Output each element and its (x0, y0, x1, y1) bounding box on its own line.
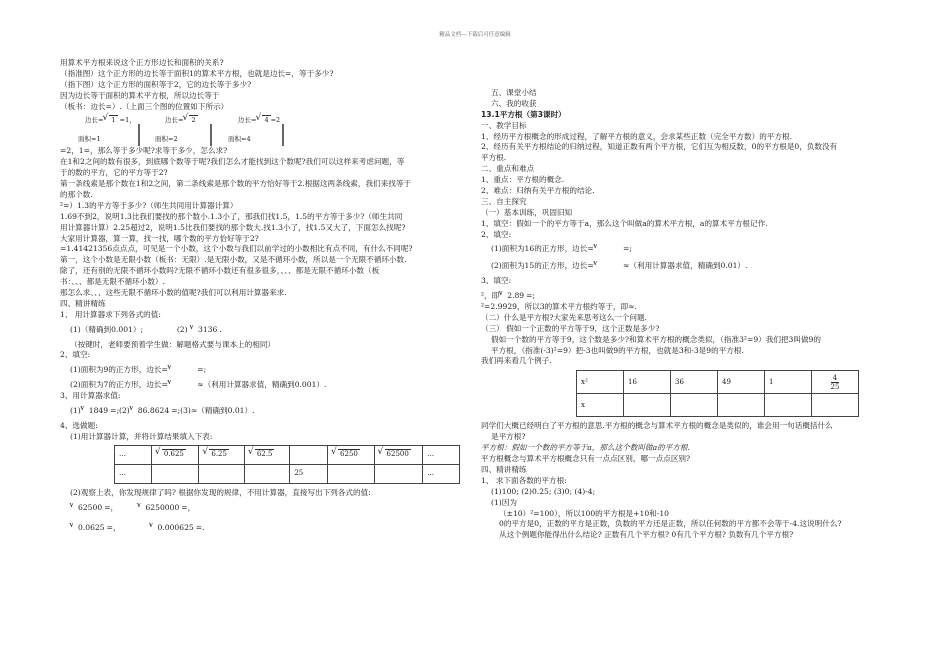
table-cell (624, 394, 671, 417)
question-item (60, 523, 460, 537)
table-cell (374, 445, 423, 464)
text-line: （板书：边长=）.（上面三个图的位置如下所示） (60, 101, 229, 111)
question-title: 3、填空: (481, 276, 512, 286)
sqrt-table (114, 445, 460, 484)
table-cell (244, 445, 289, 464)
fraction-numerator: 4 (831, 374, 840, 383)
text-line: 三、自主探究 (481, 196, 527, 206)
sqrt-value: √ 3136 (196, 325, 219, 334)
text-line: 平方根. (481, 153, 507, 163)
text-line: 大家用计算器，算一算，找一找，哪个数的平方恰好等于2? (60, 233, 259, 243)
text-line: （一）基本训练，巩固旧知 (481, 207, 573, 217)
text-line: =2，1=，那么等于多少呢?求等于多少，怎么求? (60, 146, 228, 156)
question-title: 1、 求下面各数的平方根: (481, 475, 567, 485)
text-line: 同学们大概已经明白了平方根的意思.平方根的概念与算术平方根的概念是类似的，谁会用一句话概括什么 (481, 421, 833, 431)
text-line: 除了，还有别的无限不循环小数吗?无限不循环小数还有很多很多，、、、都是无限不循环小数（板 (60, 266, 380, 276)
question-item: (2)观察上表，你发现规律了吗? 根据你发现的规律，不用计算器，直接写出下列各式的值: (70, 487, 371, 497)
sqrt-value: √ 6.25 (209, 449, 229, 458)
table-cell (671, 394, 718, 417)
square-outline (210, 124, 212, 146)
text-line: （±10）²=100），所以100的平方根是+10和-10 (499, 508, 669, 518)
question-item (60, 325, 460, 336)
text-line: 2、填空: (481, 229, 512, 239)
item-text: =;(2) (110, 406, 130, 416)
right-column (481, 88, 891, 541)
table-cell: 36 (671, 371, 718, 394)
table-cell (718, 394, 765, 417)
table-row (115, 464, 460, 483)
figure-label: =1， (119, 116, 136, 125)
item-text: (2)面积为7的正方形，边长= (70, 380, 168, 390)
text-line: 用计算器计算）2.25超过2，说明1.5比我们要找的那个数大.找1.3小了，找1.5又大了，下面怎么找呢? (60, 222, 406, 232)
sqrt-blank (600, 261, 609, 270)
text-line: 从这个例题你能得出什么结论? 正数有几个平方根? 0有几个平方根? 负数有几个平方根? (499, 530, 794, 540)
fraction (831, 374, 840, 391)
table-cell (812, 371, 859, 394)
text-line: 平方根概念与算术平方根概念只有一点点区别，哪一点点区别? (481, 454, 691, 464)
table-row (115, 445, 460, 464)
item-text: (1)（精确到0.001）; (70, 324, 144, 334)
item-text: =， (106, 522, 121, 532)
text-line: 二、重点和难点 (481, 164, 535, 174)
fraction-denominator: 25 (830, 382, 840, 391)
item-text: (2) (176, 324, 188, 334)
table-cell: … (115, 464, 152, 483)
question-item (60, 406, 460, 417)
area-label: 面积=2 (155, 135, 178, 144)
table-cell (328, 464, 375, 483)
sqrt-blank (174, 365, 183, 374)
text-line: 因为边长等于面积的算术平方根，所以边长等于 (60, 90, 220, 100)
table-cell: 1 (765, 371, 812, 394)
question-title: 3、用计算器求值: (60, 391, 121, 401)
sqrt-value: √ 0.0625 (76, 523, 107, 532)
text-line: （三） 假如一个正数的平方等于9，这个正数是多少? (481, 323, 660, 333)
table-cell (199, 464, 244, 483)
question-item (481, 244, 891, 255)
table-row (577, 371, 859, 394)
section-heading: 四、精讲精练 (481, 464, 527, 474)
question-item (60, 365, 460, 376)
table-cell (244, 464, 289, 483)
sqrt-value: √ 0.000625 (156, 523, 196, 532)
square-outline (282, 124, 284, 146)
text-line: 用算术平方根来说这个正方形边长和面积的关系? (60, 58, 224, 67)
item-text: =， (104, 502, 119, 512)
text-line: ²=）1.3的平方等于多少?（师生共同用计算器计算） (60, 200, 238, 210)
text-line: 于的数的平方，它的平方等于2? (60, 168, 168, 178)
table-cell (328, 445, 375, 464)
sqrt-value: √ 62500 (76, 503, 104, 512)
table-row (577, 394, 859, 417)
item-text: . (219, 324, 222, 334)
table-cell (374, 464, 423, 483)
section-heading: 六、我的收获 (491, 98, 537, 108)
table-cell: 25 (290, 464, 328, 483)
text-line: 书：、、、都是无限不循环小数）. (60, 277, 165, 287)
sqrt-value: √ 0.625 (162, 449, 186, 458)
square-outline (138, 124, 140, 146)
item-text: =， (181, 502, 196, 512)
sqrt-blank (600, 244, 609, 253)
text-line: 我们再来看几个例子. (481, 356, 552, 366)
square-figures (60, 113, 460, 145)
question-title: 4、选做题: (60, 420, 98, 430)
item-text: ≈（利用计算器求值，精确到0.01）. (623, 261, 748, 271)
table-cell (151, 464, 199, 483)
table-cell: x (577, 394, 624, 417)
text-line: (1)因为 (491, 497, 517, 507)
text-line: 假如一个数的平方等于9，这个数是多少?和算术平方根的概念类似，（指准3²=9）我们把3叫做9的 (491, 334, 821, 344)
area-label: 面积=1 (78, 135, 101, 144)
sqrt-value: √ 62.5 (255, 449, 275, 458)
lesson-title: 13.1平方根（第3课时） (481, 109, 566, 119)
text-line: 1.69不到2，说明1.3比我们要找的那个数小.1.3小了，那我们找1.5，1.5的平方等于多少?（师生共同 (60, 211, 403, 221)
question-item (60, 380, 460, 391)
definition-text: 平方根：假如一个数的平方等于a，那么这个数叫做a的平方根. (481, 443, 690, 453)
text-line: （指下图）这个正方形的面积等于2，它的边长等于多少? (60, 79, 252, 89)
question-item (60, 503, 460, 517)
table-cell: 49 (718, 371, 765, 394)
figure-label: =2 (270, 116, 281, 125)
text-line: 第一，这个小数是无限小数（板书：无限）.是无限小数，又是不循环小数，所以是一个无限不循环小数. (60, 255, 407, 265)
table-cell (290, 445, 328, 464)
sqrt-value: √ 6250 (338, 449, 360, 458)
question-item: (1)100; (2)0.25; (3)0; (4)-4; (491, 486, 596, 496)
area-label: 面积=4 (228, 135, 251, 144)
sqrt-value: √ 2 (189, 115, 197, 124)
text-line: （二）什么是平方根?大家先来思考这么一个问题. (481, 312, 647, 322)
text-line: 第一条线索是那个数在1和2之间，第二条线索是那个数的平方恰好等于2.根据这两条线索，我们来找等于 (60, 179, 412, 189)
sqrt-value: √ 2.89 (505, 291, 526, 300)
hint-text: （按键时，老师要预着学生做：解题格式要与课本上的相同） (70, 339, 276, 349)
text-line: 那怎么求、、、这些无限不循环小数的值呢?我们可以利用计算器来求. (60, 288, 287, 298)
text-line: 1、重点：平方根的概念. (481, 175, 565, 185)
text-line: 的那个数. (60, 190, 93, 200)
figure-label: 边长= (165, 116, 184, 125)
text-line: 在1和2之间的数有很多，到底哪个数等于呢?我们怎么才能找到这个数呢?我们可以这样来考虑问题，等 (60, 157, 405, 167)
section-heading: 五、课堂小结 (491, 88, 537, 97)
text-line: ²=2.9929，所以3的算术平方根约等于，即≈. (481, 302, 637, 312)
figure-label: 边长= (238, 116, 257, 125)
item-text: =. (195, 522, 205, 532)
item-text: (1)面积为16的正方形，边长= (491, 244, 594, 254)
text-line: 1、经历平方根概念的形成过程，了解平方根的意义，会求某些正数（完全平方数）的平方根. (481, 131, 792, 141)
sqrt-value: √ 1 (109, 115, 117, 124)
text-line: 平方根，（指准(-3)²=9）把-3也叫做9的平方根，也就是3和-3是9的平方根. (491, 345, 744, 355)
table-cell: 16 (624, 371, 671, 394)
sqrt-value: √ 6250000 (143, 503, 181, 512)
text-line: 一、教学目标 (481, 120, 527, 130)
sqrt-value: √ 4 (262, 115, 270, 124)
text-line: =1.41421356点点点，可见是一个小数，这个小数与我们以前学过的小数相比有点不同，有什么不同呢? (60, 244, 413, 254)
question-item (481, 261, 891, 272)
item-text: =; (197, 365, 207, 375)
table-cell (812, 394, 859, 417)
question-title: 2、填空: (60, 350, 91, 360)
left-column (60, 58, 460, 537)
section-heading: 四、精讲精练 (60, 298, 106, 308)
question-item: (1)用计算器计算，并将计算结果填入下表: (70, 431, 213, 441)
item-text: (2)面积为15的正方形，边长= (491, 261, 594, 271)
sqrt-value: √ 62500 (385, 449, 411, 458)
item-text: ≈（利用计算器求值，精确到0.001）. (197, 380, 327, 390)
text-line: 0的平方是0，正数的平方是正数，负数的平方还是正数，所以任何数的平方都不会等于-4.这说明什么? (499, 519, 842, 529)
text-line: 2、经历有关平方根结论的归纳过程，知道正数有两个平方根，它们互为相反数，0的平方根是0，负数没有 (481, 142, 838, 152)
text-line: （指准图）这个正方形的边长等于面积1的算术平方根，也就是边长=，等于多少? (60, 68, 334, 78)
sqrt-value: √ 1849 (87, 406, 110, 415)
item-text: ²，即 (481, 291, 500, 301)
table-cell: … (423, 445, 460, 464)
text-line: 1、填空：假如一个的平方等于a，那么这个叫做a的算术平方根，a的算术平方根记作. (481, 218, 768, 228)
table-cell: x² (577, 371, 624, 394)
table-cell (199, 445, 244, 464)
item-text: (1)面积为9的正方形，边长= (70, 365, 168, 375)
text-line: 是平方根? (491, 432, 526, 442)
text-line: 2、难点：归纳有关平方根的结论. (481, 186, 595, 196)
sqrt-value: √ 86.8624 (136, 406, 171, 415)
item-text: =;(3)≈（精确到0.01）. (171, 406, 255, 416)
question-title: 1、 用计算器求下列各式的值: (60, 309, 161, 319)
item-text: =; (623, 244, 632, 254)
figure-label: 边长= (85, 116, 104, 125)
sqrt-blank (174, 380, 183, 389)
page-header: 精品文档---下载后可任意编辑 (439, 32, 511, 38)
question-item (481, 291, 891, 302)
item-text: (1) (70, 406, 81, 416)
table-cell (151, 445, 199, 464)
table-cell (765, 394, 812, 417)
square-table (576, 370, 859, 417)
item-text: =; (526, 291, 536, 301)
table-cell: … (423, 464, 460, 483)
table-cell: … (115, 445, 152, 464)
